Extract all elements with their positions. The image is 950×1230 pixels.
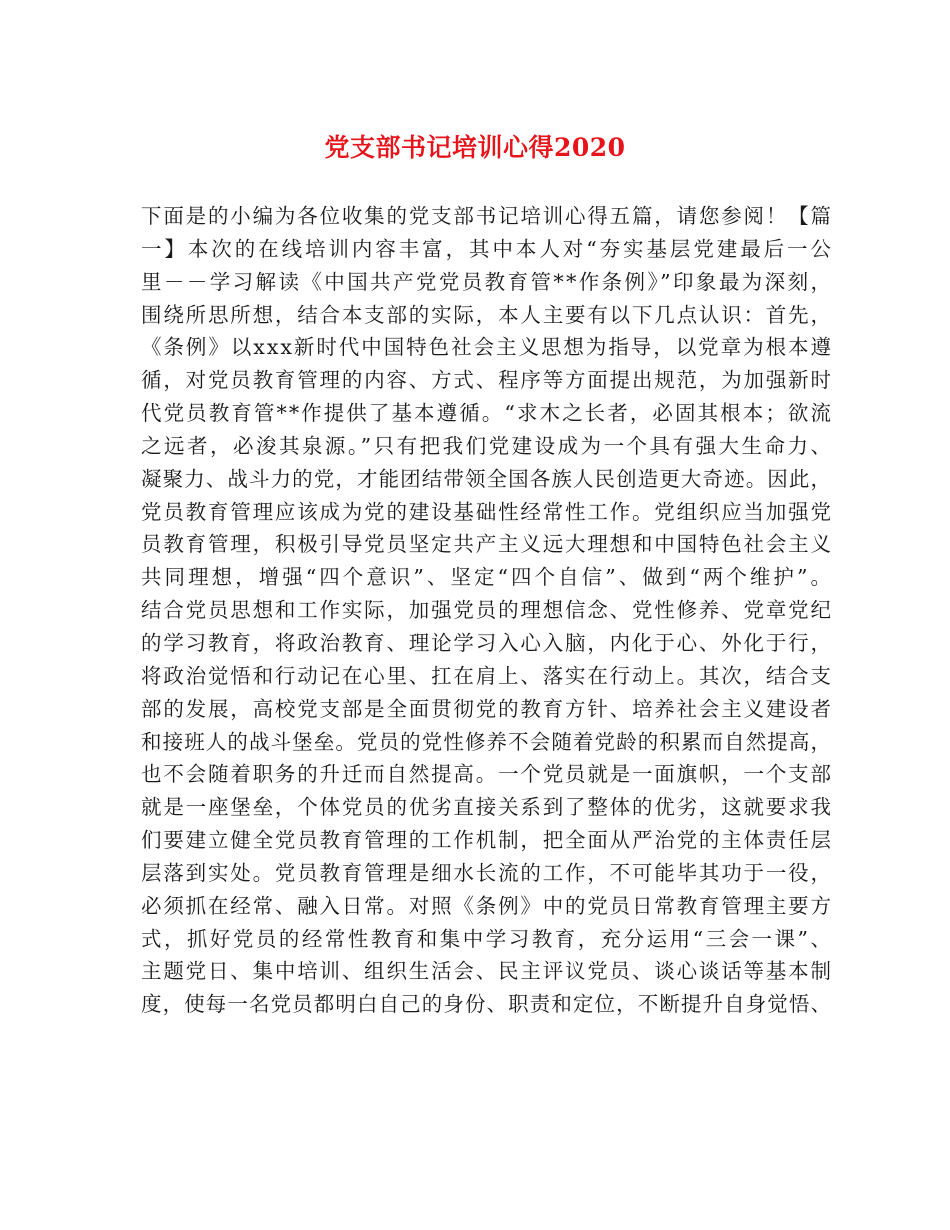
body-line: 之远者，必浚其泉源。”只有把我们党建设成为一个具有强大生命力、 [141,433,834,458]
body-line: 结合党员思想和工作实际，加强党员的理想信念、党性修养、党章党纪 [141,598,833,623]
body-line: 和接班人的战斗堡垒。党员的党性修养不会随着党龄的积累而自然提高， [141,729,833,754]
body-line: 度，使每一名党员都明白自己的身份、职责和定位，不断提升自身觉悟、 [141,992,833,1017]
body-line: 层落到实处。党员教育管理是细水长流的工作，不可能毕其功于一役， [141,860,833,885]
body-line: 的学习教育，将政治教育、理论学习入心入脑，内化于心、外化于行， [141,630,833,655]
body-line: 必须抓在经常、融入日常。对照《条例》中的党员日常教育管理主要方 [141,893,833,918]
document-body [141,200,835,1021]
body-line: 里－－学习解读《中国共产党党员教育管**作条例》”印象最为深刻， [141,269,834,294]
body-line: 就是一座堡垒，个体党员的优劣直接关系到了整体的优劣，这就要求我 [141,795,833,820]
body-line: 下面是的小编为各位收集的党支部书记培训心得五篇，请您参阅！【篇 [141,204,833,228]
body-line: 一】本次的在线培训内容丰富，其中本人对“夯实基层党建最后一公 [141,236,834,261]
body-line: 围绕所思所想，结合本支部的实际，本人主要有以下几点认识：首先， [141,302,833,327]
body-line: 式，抓好党员的经常性教育和集中学习教育，充分运用“三会一课”、 [141,926,834,951]
body-line: 将政治觉悟和行动记在心里、扛在肩上、落实在行动上。其次，结合支 [141,663,833,688]
body-line: 员教育管理，积极引导党员坚定共产主义远大理想和中国特色社会主义 [141,532,833,557]
body-line: 也不会随着职务的升迁而自然提高。一个党员就是一面旗帜，一个支部 [141,762,833,787]
body-line: 共同理想，增强“四个意识”、坚定“四个自信”、做到“两个维护”。 [141,565,835,590]
body-line: 部的发展，高校党支部是全面贯彻党的教育方针、培养社会主义建设者 [141,696,833,721]
body-line: 们要建立健全党员教育管理的工作机制，把全面从严治党的主体责任层 [141,828,833,853]
body-line: 循，对党员教育管理的内容、方式、程序等方面提出规范，为加强新时 [141,368,833,393]
body-line: 主题党日、集中培训、组织生活会、民主评议党员、谈心谈话等基本制 [141,959,833,984]
document-title: 党支部书记培训心得2020 [324,133,626,162]
body-line: 《条例》以xxx新时代中国特色社会主义思想为指导，以党章为根本遵 [141,335,833,360]
body-line: 代党员教育管**作提供了基本遵循。“求木之长者，必固其根本；欲流 [141,401,834,426]
body-line: 党员教育管理应该成为党的建设基础性经常性工作。党组织应当加强党 [141,499,833,524]
body-line: 凝聚力、战斗力的党，才能团结带领全国各族人民创造更大奇迹。因此， [141,466,833,491]
